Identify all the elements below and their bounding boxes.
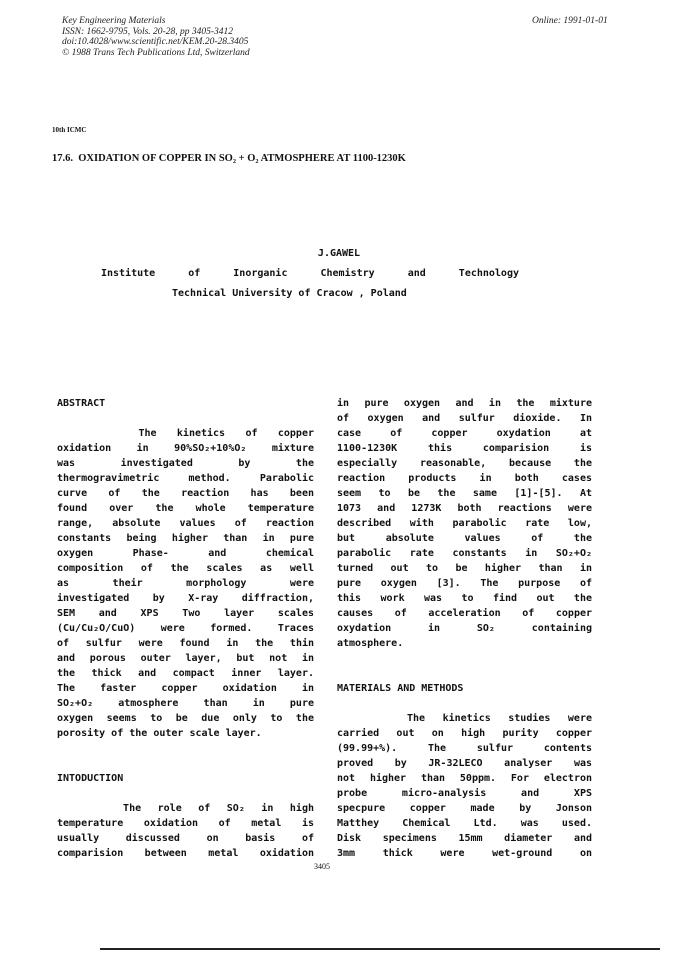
- journal-header: [62, 16, 250, 58]
- text-line: oxydation in SO₂ containing: [337, 623, 592, 634]
- text-line: usually discussed on basis of: [57, 833, 314, 844]
- methods-body: [337, 711, 592, 861]
- right-column: [337, 396, 592, 861]
- text-line: of sulfur were found in the thin: [57, 638, 314, 649]
- text-line: SEM and XPS Two layer scales: [57, 608, 314, 619]
- section-number: 17.6.: [52, 153, 73, 164]
- text-line: thermogravimetric method. Parabolic: [57, 473, 314, 484]
- text-line: carried out on high purity copper: [337, 728, 592, 739]
- text-line: was investigated by the: [57, 458, 314, 469]
- intro-continued-body: [337, 396, 592, 636]
- methods-heading: MATERIALS AND METHODS: [337, 683, 464, 694]
- text-line: specpure copper made by Jonson: [337, 803, 592, 814]
- copyright-line: © 1988 Trans Tech Publications Ltd, Switzerland: [62, 47, 250, 58]
- text-line: this work was to find out the: [337, 593, 592, 604]
- intro-last-line: atmosphere.: [337, 638, 404, 649]
- text-line: 1100-1230K this comparision is: [337, 443, 592, 454]
- text-line: in pure oxygen and in the mixture: [337, 398, 592, 409]
- text-line: pure oxygen [3]. The purpose of: [337, 578, 592, 589]
- introduction-heading: INTODUCTION: [57, 773, 124, 784]
- text-line: Disk specimens 15mm diameter and: [337, 833, 592, 844]
- issn-line: ISSN: 1662-9795, Vols. 20-28, pp 3405-3412: [62, 26, 233, 37]
- text-line: The kinetics studies were: [337, 713, 592, 724]
- online-date: Online: 1991-01-01: [532, 16, 608, 26]
- text-line: SO₂+O₂ atmosphere than in pure: [57, 698, 314, 709]
- text-line: range, absolute values of reaction: [57, 518, 314, 529]
- text-line: of oxygen and sulfur dioxide. In: [337, 413, 592, 424]
- text-line: reaction products in both cases: [337, 473, 592, 484]
- text-line: investigated by X-ray diffraction,: [57, 593, 314, 604]
- author: J.GAWEL: [317, 248, 361, 259]
- introduction-body: [57, 801, 314, 861]
- text-line: composition of the scales as well: [57, 563, 314, 574]
- text-line: The faster copper oxidation in: [57, 683, 314, 694]
- text-line: 3mm thick were wet-ground on: [337, 848, 592, 859]
- text-line: seem to be the same [1]-[5]. At: [337, 488, 592, 499]
- affiliation-line-2: Technical University of Cracow , Poland: [172, 288, 407, 299]
- doi-line: doi:10.4028/www.scientific.net/KEM.20-28.3405: [62, 37, 249, 47]
- text-line: especially reasonable, because the: [337, 458, 592, 469]
- paper-title: [52, 153, 406, 164]
- text-line: oxidation in 90%SO₂+10%O₂ mixture: [57, 443, 314, 454]
- left-column: [57, 396, 314, 861]
- text-line: not higher than 50ppm. For electron: [337, 773, 592, 784]
- text-line: causes of acceleration of copper: [337, 608, 592, 619]
- text-line: temperature oxidation of metal is: [57, 818, 314, 829]
- bottom-rule: [100, 948, 660, 950]
- text-line: turned out to be higher than in: [337, 563, 592, 574]
- text-line: proved by JR-32LECO analyser was: [337, 758, 592, 769]
- text-line: The role of SO₂ in high: [57, 803, 314, 814]
- text-line: probe micro-analysis and XPS: [337, 788, 592, 799]
- text-line: oxygen seems to be due only to the: [57, 713, 314, 724]
- text-line: as their morphology were: [57, 578, 314, 589]
- text-line: (99.99+%). The sulfur contents: [337, 743, 592, 754]
- text-line: but absolute values of the: [337, 533, 592, 544]
- text-line: and porous outer layer, but not in: [57, 653, 314, 664]
- affiliation-line-1: Institute of Inorganic Chemistry and Technology: [101, 268, 519, 279]
- journal-name: Key Engineering Materials: [62, 16, 166, 26]
- text-line: The kinetics of copper: [57, 428, 314, 439]
- text-line: described with parabolic rate low,: [337, 518, 592, 529]
- text-line: 1073 and 1273K both reactions were: [337, 503, 592, 514]
- text-line: the thick and compact inner layer.: [57, 668, 314, 679]
- text-line: (Cu/Cu₂O/CuO) were formed. Traces: [57, 623, 314, 634]
- text-line: curve of the reaction has been: [57, 488, 314, 499]
- page-number: 3405: [314, 862, 330, 871]
- text-line: constants being higher than in pure: [57, 533, 314, 544]
- text-line: oxygen Phase- and chemical: [57, 548, 314, 559]
- title-text: OXIDATION OF COPPER IN SO₂ + O₂ ATMOSPHERE AT 1100-1230K: [78, 153, 406, 164]
- abstract-body: [57, 426, 314, 741]
- conference-tag: 10th ICMC: [52, 126, 87, 134]
- text-line: parabolic rate constants in SO₂+O₂: [337, 548, 592, 559]
- text-line: porosity of the outer scale layer.: [57, 728, 262, 739]
- text-line: comparision between metal oxidation: [57, 848, 314, 859]
- text-line: Matthey Chemical Ltd. was used.: [337, 818, 592, 829]
- abstract-heading: ABSTRACT: [57, 398, 106, 409]
- text-line: case of copper oxydation at: [337, 428, 592, 439]
- text-line: found over the whole temperature: [57, 503, 314, 514]
